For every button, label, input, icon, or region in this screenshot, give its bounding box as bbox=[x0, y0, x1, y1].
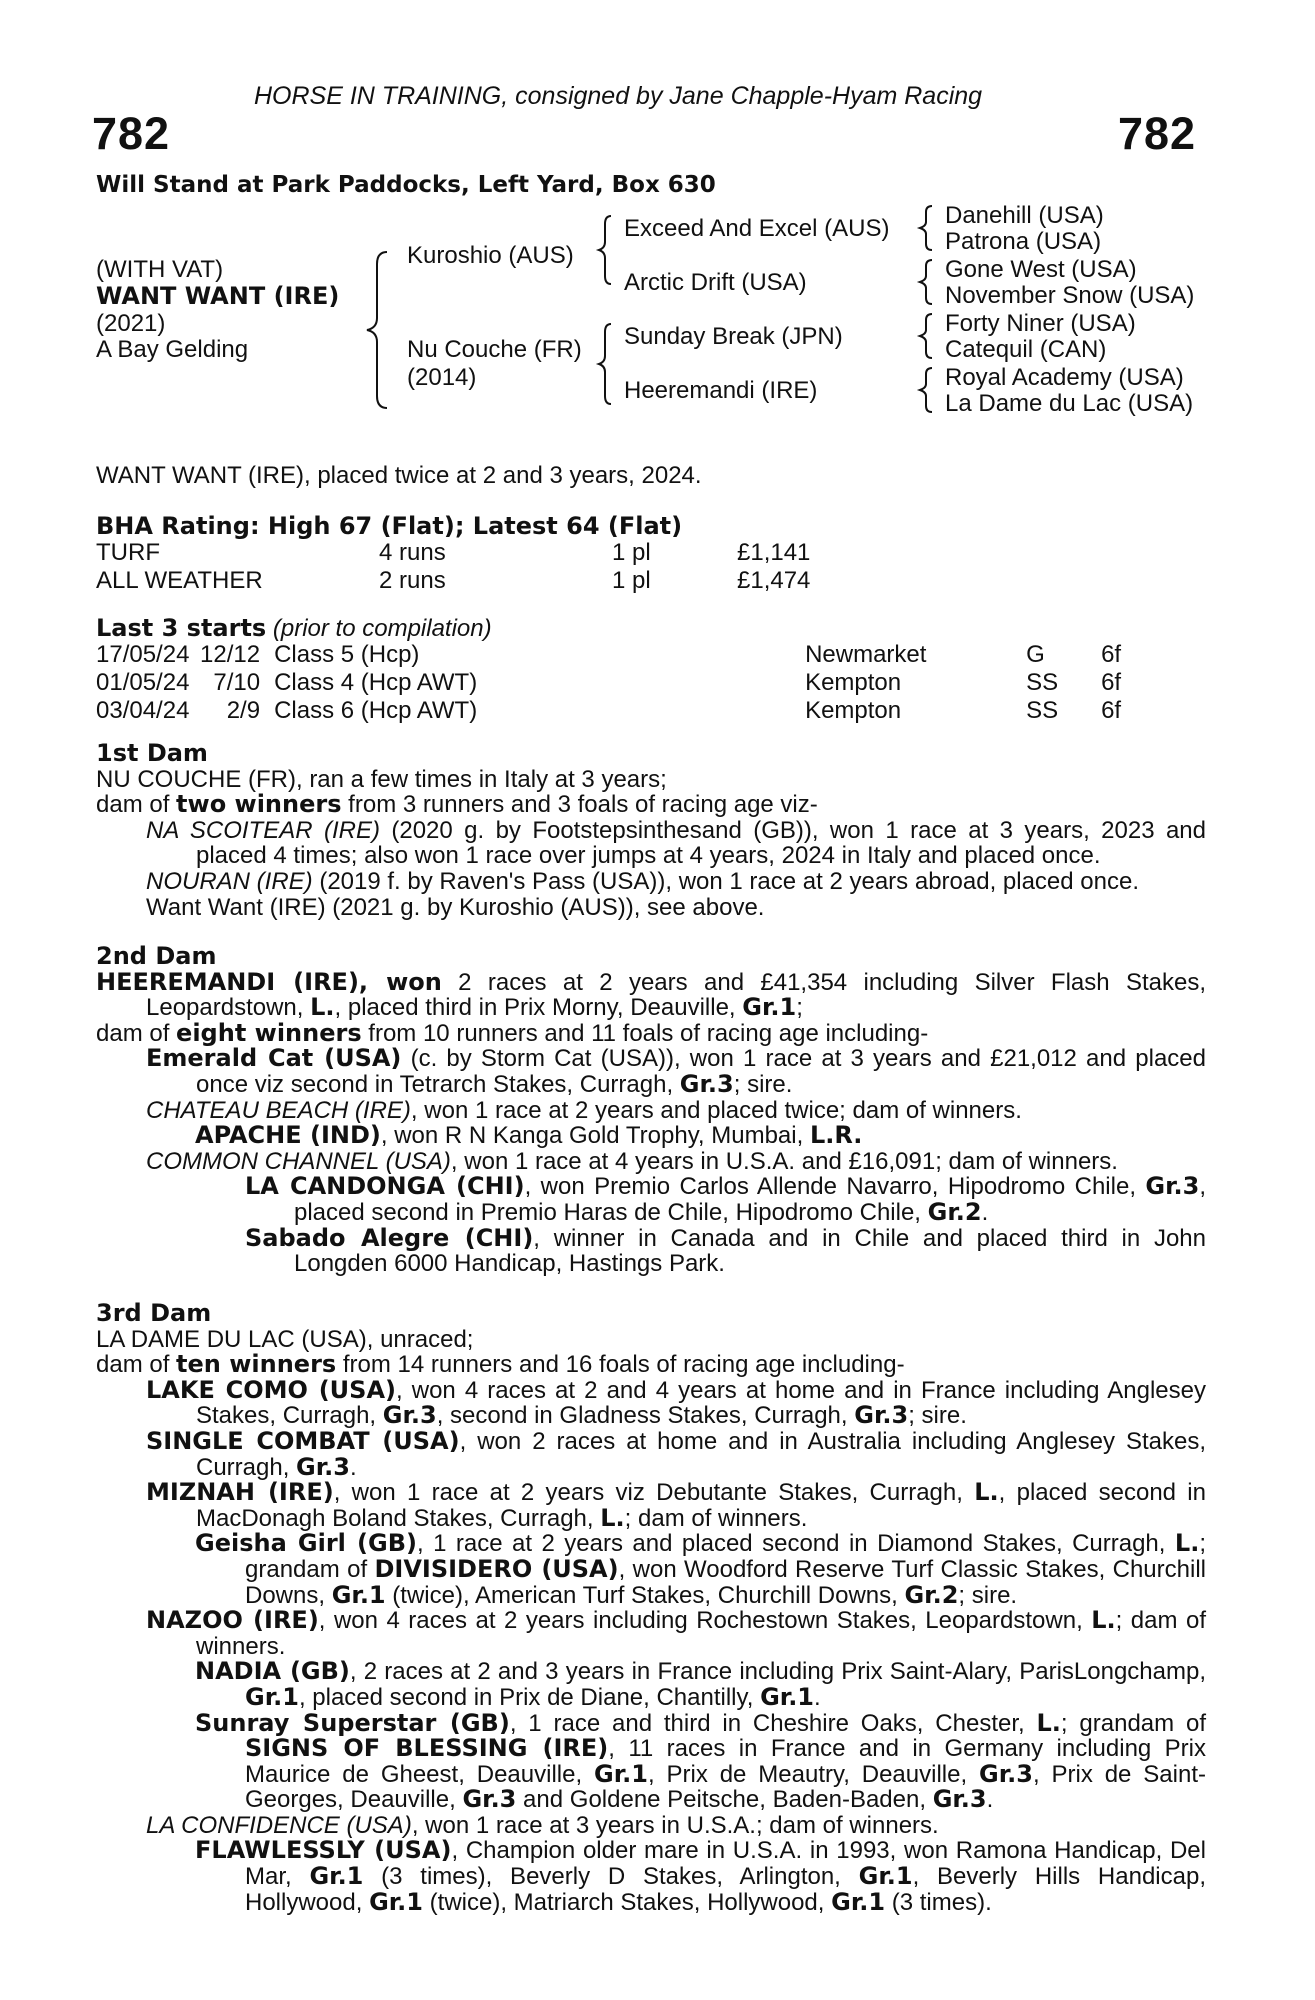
produce-entry bbox=[96, 1046, 1206, 1097]
text-run: dam of bbox=[96, 1019, 177, 1047]
second-dam-heading: 2nd Dam bbox=[96, 942, 217, 970]
rating-surface: ALL WEATHER bbox=[96, 567, 263, 594]
race-grade: Gr.3 bbox=[296, 1452, 350, 1481]
text-run: , Prix de Meautry, Deauville, bbox=[647, 1760, 980, 1788]
start-course: Kempton bbox=[805, 697, 902, 724]
text-run: , winner in Canada and in Chile and placed third in John Longden 6000 Handicap, Hastings Park. bbox=[294, 1224, 1206, 1278]
race-grade: Gr.1 bbox=[245, 1682, 299, 1711]
race-grade: Gr.3 bbox=[462, 1785, 517, 1814]
produce-name: NAZOO (IRE) bbox=[146, 1606, 319, 1635]
pedigree-brace-dam bbox=[597, 322, 613, 406]
pedigree-g3: Gone West (USA) bbox=[945, 256, 1137, 283]
third-dam-heading: 3rd Dam bbox=[96, 1299, 212, 1327]
produce-entry bbox=[96, 1375, 1206, 1430]
produce-name: LA CANDONGA (CHI) bbox=[245, 1172, 525, 1201]
produce-entry bbox=[96, 1426, 1206, 1481]
race-grade: Gr.1 bbox=[369, 1887, 423, 1916]
first-dam-line: NU COUCHE (FR), ran a few times in Italy at 3 years; bbox=[96, 765, 667, 793]
text-run: (c. by Storm Cat (USA)), won 1 race at 3 years and £21,012 and placed once viz second in Tetrarch Stakes, Curragh, bbox=[196, 1045, 1206, 1098]
third-dam-line: LA DAME DU LAC (USA), unraced; bbox=[96, 1325, 474, 1353]
text-run: , won Woodford Reserve Turf Classic Stakes, Churchill Downs, bbox=[245, 1555, 1206, 1609]
horse-name: WANT WANT (IRE) bbox=[96, 282, 340, 310]
text-run: , 1 race at 2 years and placed second in Diamond Stakes, Curragh, bbox=[416, 1530, 1175, 1558]
produce-entry bbox=[96, 1174, 1206, 1225]
text-run: , won 2 races at home and in Australia including Anglesey Stakes, Curragh, bbox=[196, 1427, 1206, 1481]
produce-entry bbox=[96, 818, 1206, 869]
race-grade: L.R. bbox=[809, 1121, 863, 1150]
rating-row bbox=[96, 567, 810, 595]
text-run: dam of bbox=[96, 1351, 177, 1379]
pedigree-brace-g1 bbox=[918, 204, 934, 252]
start-distance: 6f bbox=[1101, 641, 1122, 668]
produce-name: COMMON CHANNEL (USA) bbox=[146, 1147, 451, 1175]
text-run: , won 1 race at 2 years viz Debutante Stakes, Curragh, bbox=[333, 1479, 975, 1507]
text-run: ; sire. bbox=[908, 1402, 967, 1430]
produce-name: APACHE (IND) bbox=[195, 1121, 381, 1150]
start-position: 12/12 bbox=[200, 641, 261, 668]
text-run: 2 races at 2 years and £41,354 including Silver Flash Stakes, Leopardstown, bbox=[146, 968, 1207, 1022]
start-going: G bbox=[1026, 641, 1045, 668]
race-grade: L. bbox=[1091, 1606, 1116, 1635]
last-starts-note: (prior to compilation) bbox=[272, 615, 492, 642]
vat-note: (WITH VAT) bbox=[96, 256, 224, 283]
pedigree-brace-main bbox=[365, 250, 389, 410]
start-date: 01/05/24 bbox=[96, 669, 190, 696]
text-run: , 11 races in France and in Germany including Prix Maurice de Gheest, Deauville, bbox=[245, 1735, 1207, 1788]
produce-name: CHATEAU BEACH (IRE) bbox=[146, 1096, 411, 1124]
text-run: , won 1 race at 3 years in U.S.A.; dam of winners. bbox=[411, 1811, 939, 1839]
pedigree-g7: Royal Academy (USA) bbox=[945, 364, 1184, 391]
race-grade: L. bbox=[1174, 1529, 1200, 1558]
text-run: , placed second in Premio Haras de Chile, Hipodromo Chile, bbox=[294, 1173, 1206, 1226]
rating-title: BHA Rating: High 67 (Flat); Latest 64 (Flat) bbox=[96, 512, 683, 540]
start-race: Class 6 (Hcp AWT) bbox=[274, 697, 478, 724]
horse-description: A Bay Gelding bbox=[96, 336, 249, 363]
start-going: SS bbox=[1026, 669, 1059, 696]
pedigree-sire-dam: Arctic Drift (USA) bbox=[624, 269, 807, 296]
text-run: . bbox=[349, 1453, 357, 1481]
start-race: Class 4 (Hcp AWT) bbox=[274, 669, 478, 696]
produce-name: FLAWLESSLY (USA) bbox=[195, 1836, 452, 1865]
rating-runs: 2 runs bbox=[379, 567, 446, 594]
produce-name: NOURAN (IRE) bbox=[146, 867, 313, 895]
text-run: (3 times). bbox=[885, 1888, 992, 1916]
race-grade: Gr.1 bbox=[331, 1580, 386, 1609]
lot-number-left: 782 bbox=[92, 108, 171, 159]
race-grade: Gr.3 bbox=[679, 1069, 734, 1098]
text-run: (2020 g. by Footstepsinthesand (GB)), won 1 race at 3 years, 2023 and placed 4 times; also won 1 race over jumps at 4 years, 2024 in Italy and placed once. bbox=[196, 816, 1207, 870]
produce-name: NADIA (GB) bbox=[195, 1657, 350, 1686]
second-dam-section bbox=[96, 944, 1206, 1277]
text-run: , won 4 races at 2 and 4 years at home and in France including Anglesey Stakes, Curragh, bbox=[196, 1376, 1206, 1430]
race-grade: Gr.1 bbox=[742, 993, 797, 1022]
text-run: , won 1 race at 2 years and placed twice; dam of winners. bbox=[410, 1096, 1022, 1124]
first-dam-section bbox=[96, 741, 1206, 920]
second-dam-produce-line bbox=[96, 1018, 1206, 1047]
produce-name: SINGLE COMBAT (USA) bbox=[146, 1426, 460, 1455]
produce-entry bbox=[96, 1708, 1207, 1814]
text-run: (twice), American Turf Stakes, Churchill Downs, bbox=[385, 1581, 905, 1609]
last-starts-title: Last 3 starts bbox=[96, 614, 267, 642]
pedigree-g4: November Snow (USA) bbox=[945, 282, 1195, 309]
text-run: , won 1 race at 4 years in U.S.A. and £16,091; dam of winners. bbox=[450, 1147, 1118, 1175]
start-race: Class 5 (Hcp) bbox=[274, 641, 420, 668]
pedigree-brace-g4 bbox=[918, 366, 934, 414]
text-run: , won R N Kanga Gold Trophy, Mumbai, bbox=[380, 1122, 810, 1150]
rating-placed: 1 pl bbox=[612, 539, 651, 566]
dam-name: HEEREMANDI (IRE), won bbox=[96, 967, 442, 996]
produce-name: Sunray Superstar (GB) bbox=[195, 1708, 510, 1737]
pedigree-dam-dam: Heeremandi (IRE) bbox=[624, 377, 818, 404]
pedigree-dam: Nu Couche (FR) bbox=[407, 336, 582, 363]
rating-placed: 1 pl bbox=[612, 567, 651, 594]
start-going: SS bbox=[1026, 697, 1059, 724]
text-run: . bbox=[986, 1786, 994, 1814]
winner-count: eight winners bbox=[176, 1018, 362, 1047]
produce-entry bbox=[96, 1123, 1206, 1149]
rating-prize: £1,141 bbox=[737, 539, 811, 566]
race-grade: Gr.3 bbox=[1145, 1172, 1200, 1201]
pedigree-g2: Patrona (USA) bbox=[945, 228, 1102, 255]
race-grade: Gr.2 bbox=[904, 1580, 959, 1609]
text-run: , 2 races at 2 and 3 years in France including Prix Saint-Alary, ParisLongchamp, bbox=[349, 1658, 1207, 1686]
consignment-line: HORSE IN TRAINING, consigned by Jane Chapple-Hyam Racing bbox=[254, 82, 983, 110]
text-run: , second in Gladness Stakes, Curragh, bbox=[436, 1402, 855, 1430]
pedigree-brace-sire bbox=[597, 214, 613, 286]
text-run: ; grandam of bbox=[1060, 1709, 1206, 1737]
last-starts-table bbox=[96, 641, 1121, 725]
text-run: ; sire. bbox=[958, 1581, 1018, 1609]
pedigree-dam-year: (2014) bbox=[407, 364, 477, 391]
rating-prize: £1,474 bbox=[737, 567, 811, 594]
produce-name: Emerald Cat (USA) bbox=[146, 1044, 402, 1073]
race-grade: Gr.1 bbox=[831, 1887, 886, 1916]
start-course: Kempton bbox=[805, 669, 902, 696]
race-grade: Gr.3 bbox=[979, 1759, 1033, 1788]
produce-entry bbox=[96, 1223, 1206, 1278]
text-run: , won 4 races at 2 years including Rochestown Stakes, Leopardstown, bbox=[318, 1607, 1092, 1635]
rating-table bbox=[96, 539, 810, 595]
race-grade: Gr.1 bbox=[760, 1682, 815, 1711]
rating-runs: 4 runs bbox=[379, 539, 446, 566]
produce-name: LA CONFIDENCE (USA) bbox=[146, 1811, 412, 1839]
race-grade: L. bbox=[310, 993, 335, 1022]
pedigree-brace-g2 bbox=[918, 258, 934, 306]
text-run: , placed third in Prix Morny, Deauville, bbox=[334, 994, 743, 1022]
pedigree-g5: Forty Niner (USA) bbox=[945, 310, 1136, 337]
text-run: from 14 runners and 16 foals of racing age including- bbox=[336, 1351, 905, 1379]
produce-name: LAKE COMO (USA) bbox=[146, 1375, 396, 1404]
text-run: from 3 runners and 3 foals of racing age viz- bbox=[341, 791, 818, 819]
produce-entry bbox=[96, 1098, 1206, 1124]
text-run: (3 times), Beverly D Stakes, Arlington, bbox=[363, 1863, 859, 1891]
race-grade: Gr.1 bbox=[594, 1759, 648, 1788]
start-row bbox=[96, 697, 1121, 725]
produce-name: DIVISIDERO (USA) bbox=[374, 1554, 619, 1583]
text-run: , Beverly Hills Handicap, Hollywood, bbox=[245, 1863, 1206, 1916]
produce-name: Sabado Alegre (CHI) bbox=[245, 1223, 534, 1252]
text-run: from 10 runners and 11 foals of racing age including- bbox=[361, 1019, 929, 1047]
race-grade: Gr.1 bbox=[309, 1862, 364, 1891]
start-distance: 6f bbox=[1101, 669, 1122, 696]
text-run: , won Premio Carlos Allende Navarro, Hipodromo Chile, bbox=[524, 1173, 1146, 1201]
text-run: dam of bbox=[96, 791, 177, 819]
rating-surface: TURF bbox=[96, 539, 160, 566]
lot-number-right: 782 bbox=[1118, 108, 1197, 159]
text-run: ; dam of winners. bbox=[624, 1504, 808, 1532]
text-run: (2019 f. by Raven's Pass (USA)), won 1 race at 2 years abroad, placed once. bbox=[312, 867, 1140, 895]
rating-row bbox=[96, 539, 810, 567]
horse-year: (2021) bbox=[96, 310, 166, 337]
produce-entry bbox=[96, 1659, 1206, 1710]
text-run: , placed second in MacDonagh Boland Stakes, Curragh, bbox=[196, 1479, 1206, 1532]
race-grade: Gr.3 bbox=[932, 1785, 987, 1814]
text-run: ; sire. bbox=[733, 1070, 793, 1098]
pedigree-dam-sire: Sunday Break (JPN) bbox=[624, 323, 843, 350]
race-grade: L. bbox=[1036, 1708, 1061, 1737]
last-starts-heading bbox=[96, 615, 492, 642]
text-run: , 1 race and third in Cheshire Oaks, Chester, bbox=[509, 1709, 1037, 1737]
text-run: ; bbox=[796, 994, 803, 1022]
pedigree-brace-g3 bbox=[918, 312, 934, 360]
winner-count: ten winners bbox=[176, 1350, 337, 1379]
produce-name: Geisha Girl (GB) bbox=[195, 1529, 417, 1558]
start-row bbox=[96, 669, 1121, 697]
text-run: , placed second in Prix de Diane, Chantilly, bbox=[298, 1683, 761, 1711]
pedigree-g8: La Dame du Lac (USA) bbox=[945, 390, 1194, 417]
third-dam-produce-line bbox=[96, 1352, 1206, 1378]
race-grade: L. bbox=[600, 1503, 625, 1532]
winner-count: two winners bbox=[176, 790, 342, 819]
produce-name: NA SCOITEAR (IRE) bbox=[146, 816, 380, 844]
first-dam-heading: 1st Dam bbox=[96, 739, 208, 767]
produce-entry bbox=[96, 1149, 1206, 1175]
produce-entry bbox=[96, 1838, 1206, 1915]
produce-name: MIZNAH (IRE) bbox=[146, 1478, 334, 1507]
produce-entry bbox=[96, 869, 1206, 895]
start-row bbox=[96, 641, 1121, 669]
pedigree-sire-sire: Exceed And Excel (AUS) bbox=[624, 215, 890, 242]
text-run: ; dam of winners. bbox=[196, 1607, 1207, 1660]
produce-entry bbox=[96, 1531, 1206, 1608]
text-run: ; grandam of bbox=[245, 1530, 1206, 1583]
produce-name: SIGNS OF BLESSING (IRE) bbox=[245, 1734, 609, 1763]
start-position: 7/10 bbox=[213, 669, 261, 696]
produce-entry: Want Want (IRE) (2021 g. by Kuroshio (AUS)), see above. bbox=[146, 893, 765, 921]
race-grade: Gr.3 bbox=[854, 1401, 909, 1430]
pedigree-g1: Danehill (USA) bbox=[945, 202, 1104, 229]
start-course: Newmarket bbox=[805, 641, 927, 668]
text-run: and Goldene Peitsche, Baden-Baden, bbox=[516, 1786, 933, 1814]
pedigree-sire: Kuroshio (AUS) bbox=[407, 242, 574, 269]
start-date: 03/04/24 bbox=[96, 697, 190, 724]
race-grade: Gr.1 bbox=[858, 1862, 913, 1891]
race-summary: WANT WANT (IRE), placed twice at 2 and 3 years, 2024. bbox=[96, 462, 702, 489]
stand-location: Will Stand at Park Paddocks, Left Yard, Box 630 bbox=[96, 172, 716, 198]
start-distance: 6f bbox=[1101, 697, 1122, 724]
produce-entry bbox=[96, 1480, 1206, 1531]
third-dam-section bbox=[96, 1301, 1206, 1915]
second-dam-line bbox=[96, 967, 1207, 1022]
start-date: 17/05/24 bbox=[96, 641, 190, 668]
race-grade: L. bbox=[974, 1478, 999, 1507]
text-run: , Prix de Saint-Georges, Deauville, bbox=[245, 1760, 1206, 1814]
produce-entry bbox=[96, 1608, 1206, 1659]
produce-entry bbox=[96, 1813, 1206, 1839]
start-position: 2/9 bbox=[226, 697, 261, 724]
pedigree-g6: Catequil (CAN) bbox=[945, 336, 1107, 363]
text-run: (twice), Matriarch Stakes, Hollywood, bbox=[423, 1888, 832, 1916]
first-dam-produce-line bbox=[96, 792, 1206, 818]
text-run: . bbox=[981, 1198, 989, 1226]
text-run: . bbox=[814, 1683, 821, 1711]
race-grade: Gr.3 bbox=[382, 1401, 437, 1430]
race-grade: Gr.2 bbox=[927, 1197, 982, 1226]
text-run: , Champion older mare in U.S.A. in 1993, won Ramona Handicap, Del Mar, bbox=[245, 1837, 1206, 1891]
